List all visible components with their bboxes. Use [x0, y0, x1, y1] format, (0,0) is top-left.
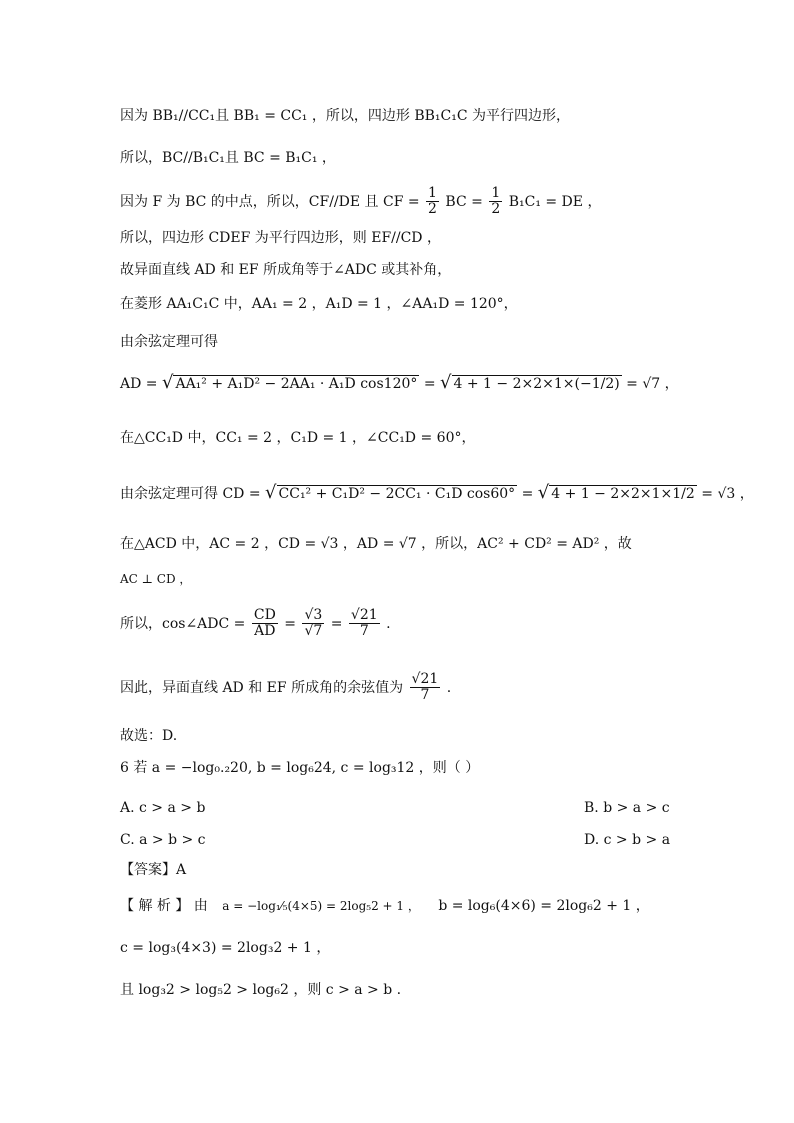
radical-sign: √ [265, 482, 277, 503]
option-b: B. b > a > c [584, 800, 670, 816]
text-segment: . [386, 615, 391, 632]
question-6: 6 若 a = −log₀.₂20, b = log₆24, c = log₃12 ，则（ ） [120, 760, 480, 776]
option-a: A. c > a > b [120, 800, 206, 816]
text-line-3 [120, 186, 601, 218]
denominator: AD [254, 623, 276, 640]
text-line-19: c = log₃(4×3) = 2log₃2 + 1 ， [120, 940, 331, 956]
text-line-6: 在菱形 AA₁C₁C 中，AA₁ = 2 ，A₁D = 1 ，∠AA₁D = 120°， [120, 296, 518, 312]
denominator: 7 [420, 687, 430, 704]
text-segment: = [284, 615, 296, 632]
text-line-8 [120, 372, 679, 394]
radical-sign: √ [440, 372, 452, 393]
text-segment: 【 解 析 】 由 [120, 898, 208, 914]
numerator: √3 [304, 607, 323, 623]
text-line-7: 由余弦定理可得 [120, 334, 218, 350]
text-line-18 [120, 898, 650, 915]
fraction-half [489, 186, 502, 218]
text-segment: 因此，异面直线 AD 和 EF 所成角的余弦值为 [120, 679, 404, 696]
fraction [349, 608, 380, 640]
text-segment: = √7 ， [626, 376, 679, 392]
text-segment: = √3 ， [701, 486, 754, 502]
text-segment: = [423, 376, 436, 392]
numerator: √21 [411, 671, 439, 687]
numerator: 1 [428, 185, 437, 201]
text-line-5: 故异面直线 AD 和 EF 所成角等于∠ADC 或其补角， [120, 262, 452, 278]
text-line-15: 故选：D. [120, 728, 178, 744]
radical-sign: √ [161, 372, 174, 393]
text-segment: . [446, 679, 452, 696]
fraction [252, 608, 278, 640]
text-segment: = [521, 486, 534, 502]
fraction [410, 672, 441, 704]
fraction-half [426, 186, 439, 218]
radical-sign: √ [537, 482, 550, 503]
numerator: CD [253, 607, 276, 623]
text-segment: 因为 F 为 BC 的中点，所以，CF//DE 且 CF = [120, 193, 420, 210]
text-line-2: 所以，BC//B₁C₁且 BC = B₁C₁ ， [120, 150, 336, 166]
text-segment: 所以，cos∠ADC = [120, 615, 246, 632]
text-segment: b = log₆(4×6) = 2log₆2 + 1 ， [438, 898, 650, 914]
option-c: C. a > b > c [120, 832, 206, 848]
radicand: 4 + 1 − 2×2×1×1/2 [551, 486, 695, 502]
option-d: D. c > b > a [584, 832, 671, 848]
denominator: √7 [304, 623, 323, 640]
denominator: 7 [359, 623, 369, 640]
text-segment: a = −log₁⁄₅(4×5) = 2log₅2 + 1 ， [222, 899, 420, 913]
radicand: CC₁² + C₁D² − 2CC₁ · C₁D cos60° [278, 486, 516, 502]
text-line-1: 因为 BB₁//CC₁且 BB₁ = CC₁ ，所以，四边形 BB₁C₁C 为平行四边形， [120, 108, 570, 124]
denominator: 2 [428, 201, 437, 218]
fraction [302, 608, 324, 640]
text-line-10 [120, 482, 754, 504]
text-segment: AD = [120, 376, 158, 392]
answer-label: 【答案】A [120, 862, 187, 878]
text-segment: 由余弦定理可得 CD = [120, 486, 261, 502]
text-segment: BC = [445, 193, 483, 210]
radicand: AA₁² + A₁D² − 2AA₁ · A₁D cos120° [175, 376, 418, 392]
text-line-13 [120, 608, 391, 640]
text-line-14 [120, 672, 451, 704]
radicand: 4 + 1 − 2×2×1×(−1/2) [453, 376, 620, 392]
numerator: √21 [350, 607, 378, 623]
text-line-11: 在△ACD 中，AC = 2 ，CD = √3 ，AD = √7 ，所以，AC² + CD² = AD² ，故 [120, 536, 632, 552]
text-line-9: 在△CC₁D 中，CC₁ = 2 ，C₁D = 1 ，∠CC₁D = 60°， [120, 430, 476, 446]
text-line-12: AC ⊥ CD ， [120, 572, 192, 586]
denominator: 2 [491, 201, 501, 218]
text-line-20: 且 log₃2 > log₅2 > log₆2 ，则 c > a > b . [120, 982, 402, 998]
numerator: 1 [491, 185, 501, 201]
text-line-4: 所以，四边形 CDEF 为平行四边形，则 EF//CD ， [120, 230, 441, 246]
text-segment: = [330, 615, 343, 632]
text-segment: B₁C₁ = DE ， [508, 193, 602, 210]
